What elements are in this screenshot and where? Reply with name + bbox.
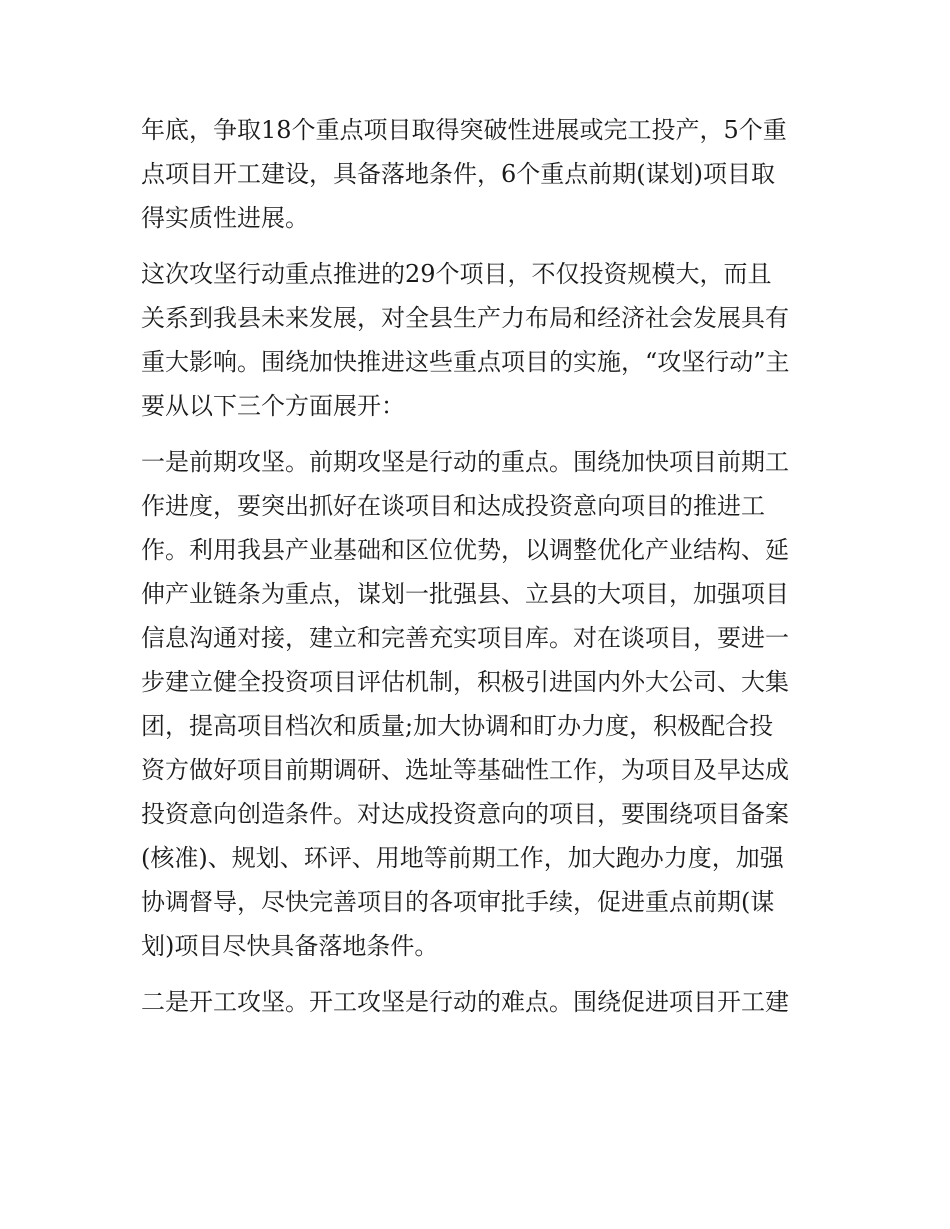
text-line: 要从以下三个方面展开：	[141, 392, 405, 420]
text-line: 二是开工攻坚。开工攻坚是行动的难点。围绕促进项目开工建	[141, 988, 789, 1016]
document-body	[141, 108, 816, 1036]
text-line: 步建立健全投资项目评估机制，积极引进国内外大公司、大集	[141, 668, 789, 696]
text-line: 作进度，要突出抓好在谈项目和达成投资意向项目的推进工	[141, 492, 765, 520]
text-line: 协调督导，尽快完善项目的各项审批手续，促进重点前期(谋	[141, 888, 775, 916]
text-line: 重大影响。围绕加快推进这些重点项目的实施，“攻坚行动”主	[141, 348, 790, 376]
text-line: 信息沟通对接，建立和完善充实项目库。对在谈项目，要进一	[141, 624, 789, 652]
paragraph-29-projects	[141, 252, 816, 428]
text-line: 投资意向创造条件。对达成投资意向的项目，要围绕项目备案	[141, 800, 789, 828]
text-line: 关系到我县未来发展，对全县生产力布局和经济社会发展具有	[141, 304, 789, 332]
paragraph-year-end-goals	[141, 108, 816, 240]
paragraph-preliminary-push	[141, 440, 816, 968]
text-line: 得实质性进展。	[141, 204, 309, 232]
text-line: 作。利用我县产业基础和区位优势，以调整优化产业结构、延	[141, 536, 789, 564]
paragraph-construction-push	[141, 980, 816, 1024]
text-line: 划)项目尽快具备落地条件。	[141, 932, 439, 960]
text-line: (核准)、规划、环评、用地等前期工作，加大跑办力度，加强	[141, 844, 784, 872]
text-line: 这次攻坚行动重点推进的29个项目，不仅投资规模大，而且	[141, 260, 772, 288]
text-line: 一是前期攻坚。前期攻坚是行动的重点。围绕加快项目前期工	[141, 448, 789, 476]
text-line: 资方做好项目前期调研、选址等基础性工作，为项目及早达成	[141, 756, 789, 784]
text-line: 伸产业链条为重点，谋划一批强县、立县的大项目，加强项目	[141, 580, 789, 608]
text-line: 团，提高项目档次和质量;加大协调和盯办力度，积极配合投	[141, 712, 774, 740]
text-line: 点项目开工建设，具备落地条件，6个重点前期(谋划)项目取	[141, 160, 775, 188]
text-line: 年底，争取18个重点项目取得突破性进展或完工投产，5个重	[141, 116, 787, 144]
